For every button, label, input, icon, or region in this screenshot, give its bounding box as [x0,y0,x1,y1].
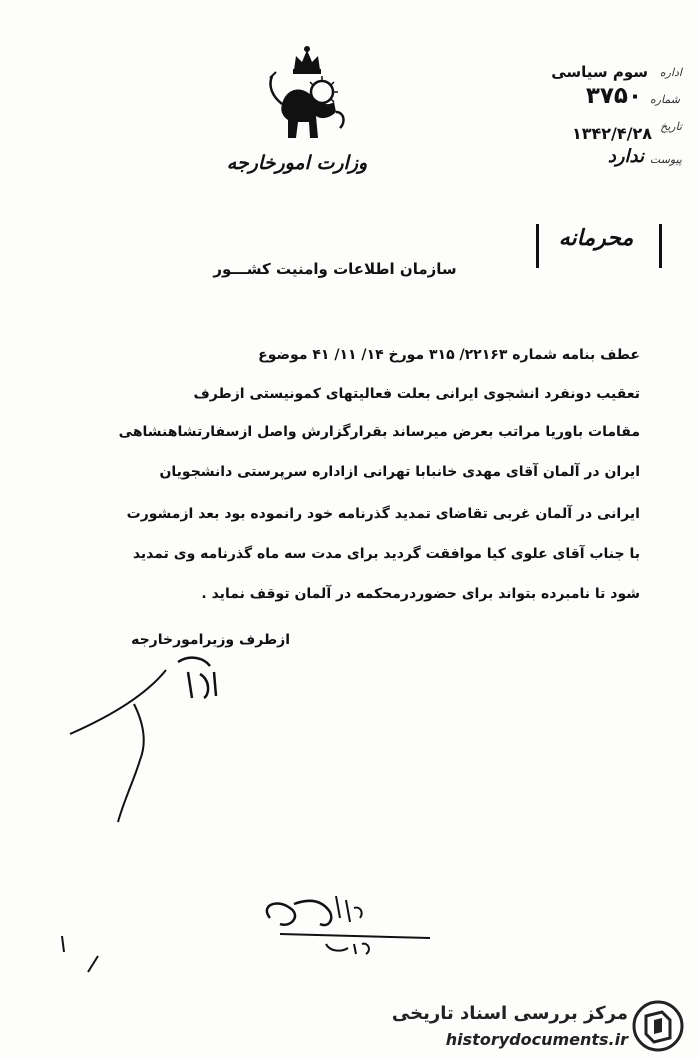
body-line-1: عطف بنامه شماره ۲۲۱۶۳/ ۳۱۵ مورخ ۱۴/ ۱۱/ ۴۱ موضوع [258,347,640,363]
bottom-handwritten-note [250,878,440,968]
watermark-name: مرکز بررسی اسناد تاریخی [391,1003,628,1024]
ministry-name: وزارت امورخارجه [226,152,368,174]
body-line-7: شود تا نامبرده بتواند برای حضوردرمحکمه در آلمان توقف نماید . [201,586,640,602]
date-value: ۱۳۴۲/۴/۲۸ [571,124,652,143]
margin-mark [50,928,110,988]
enclosure-label: پیوست [649,153,682,166]
enclosure-value: ندارد [607,146,644,167]
body-line-2: تعقیب دونفرد انشجوی ایرانی بعلت فعالیتهای کمونیستی ازطرف [193,386,640,402]
number-value: ۳۷۵۰ [585,83,642,109]
body-line-6: با جناب آقای علوی کیا موافقت گردید برای مدت سه ماه گذرنامه وی تمدید [132,546,640,562]
recipient: سازمان اطلاعات وامنیت کشـــور [213,260,457,278]
office-label: اداره [659,66,682,79]
lion-and-sun-emblem [262,42,352,147]
office-value: سوم سیاسی [551,63,648,81]
classification-stamp: محرمانه [558,226,634,251]
handwritten-signature [60,650,290,840]
archive-logo-icon [632,1000,684,1052]
watermark-url: historydocuments.ir [445,1030,628,1049]
body-line-3: مقامات باوریا مراتب بعرض میرساند بقرارگزارش واصل ازسفارتشاهنشاهی [118,424,640,440]
body-line-4: ایران در آلمان آقای مهدی خانبابا تهرانی ازاداره سرپرستی دانشجویان [159,464,640,480]
number-label: شماره [649,93,680,106]
date-label: تاریخ [660,120,682,133]
body-line-5: ایرانی در آلمان غربی تقاضای تمدید گذرنامه خود رانموده بود بعد ازمشورت [126,506,640,522]
signer: ازطرف وزیرامورخارجه [131,632,290,648]
